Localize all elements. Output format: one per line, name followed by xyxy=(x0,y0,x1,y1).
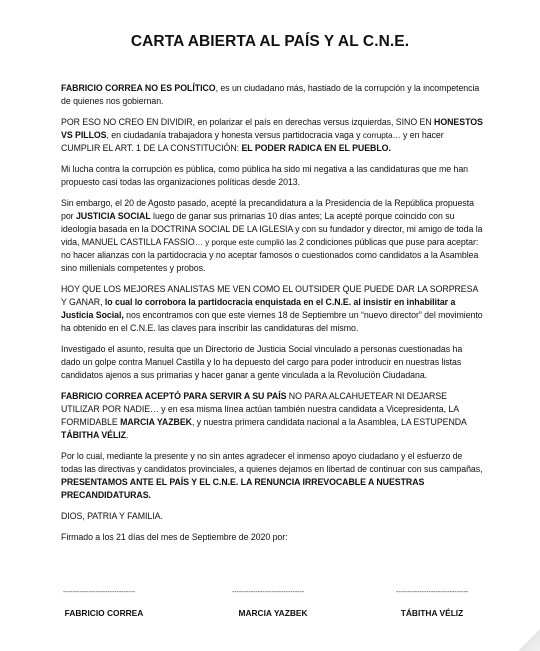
text: luego de ganar sus primarias 10 días antes; La acepté porque coincido con su ideología basada en la DOCTRINA SOCIAL DE LA IGLESIA y con su fundador y director, mi amigo de toda la vida, MANUEL CASTILLA FASSIO xyxy=(61,211,483,247)
text: , es un ciudadano más, hastiado de la corrupción y la incompetencia de quienes nos gobiernan. xyxy=(61,83,480,106)
bold-text: PRESENTAMOS ANTE EL PAÍS Y EL C.N.E. LA RENUNCIA IRREVOCABLE A NUESTRAS PRECANDIDATURAS. xyxy=(61,477,425,500)
paragraph-investigation xyxy=(61,343,483,382)
text: Firmado a los 21 días del mes de Septiembre de 2020 por: xyxy=(61,532,288,542)
signature-name-marcia: MARCIA YAZBEK xyxy=(238,608,308,618)
text: 2 condiciones públicas que puse para aceptar: no hacer alianzas con la partidocracia y no aceptar famosos o cuestionados como candidatos a la Asamblea sino millenials competentes y probos. xyxy=(61,237,479,273)
paragraph-division xyxy=(61,116,483,155)
signature-line-3: ------------------------------- xyxy=(396,589,469,596)
signature-name-tabitha: TÁBITHA VÉLIZ xyxy=(400,608,464,618)
text: nos encontramos con que este viernes 18 de Septiembre un “nuevo director” del movimiento ha obtenido en el C.N.E. las claves para inscribir las candidaturas del mismo. xyxy=(61,310,483,333)
bold-text: lo cual lo corrobora la partidocracia enquistada en el C.N.E. al insistir en inhabilitar a Justicia Social, xyxy=(61,297,456,320)
bold-text: EL PODER RADICA EN EL PUEBLO. xyxy=(241,143,391,153)
text: y en hacer CUMPLIR EL ART. 1 DE LA CONSTITUCIÓN: xyxy=(61,130,444,153)
paragraph-motto xyxy=(61,510,483,523)
small-text: corrupta… xyxy=(362,131,401,140)
paragraph-resignation xyxy=(61,450,483,502)
text: HOY QUE LOS MEJORES ANALISTAS ME VEN COMO EL OUTSIDER QUE PUEDE DAR LA SORPRESA Y GANAR, xyxy=(61,284,478,307)
bold-text: JUSTICIA SOCIAL xyxy=(75,211,151,221)
paragraph-signed-date xyxy=(61,531,483,544)
text: Mi lucha contra la corrupción es pública, como pública ha sido mi negativa a las candidaturas que me han propuesto casi todas las organizaciones políticas desde 2013. xyxy=(61,164,469,187)
text: NO PARA ALCAHUETEAR NI DEJARSE UTILIZAR POR NADIE… y en esa misma línea actúan también nuestra candidata a Vicepresidenta, LA FORMIDABLE xyxy=(61,391,459,427)
letter-body xyxy=(61,82,483,552)
text: POR ESO NO CREO EN DIVIDIR, en polarizar el país en derechas versus izquierdas, SINO EN xyxy=(61,117,435,127)
bold-text: FABRICIO CORREA ACEPTÓ PARA SERVIR A SU PAÍS xyxy=(61,391,287,401)
text: DIOS, PATRIA Y FAMILIA. xyxy=(61,511,163,521)
bold-text: MARCIA YAZBEK xyxy=(120,417,192,427)
text: , y nuestra primera candidata nacional a la Asamblea, LA ESTUPENDA xyxy=(191,417,467,427)
signature-name-fabricio: FABRICIO CORREA xyxy=(64,608,144,618)
paragraph-service xyxy=(61,390,483,442)
text: Por lo cual, mediante la presente y no sin antes agradecer el inmenso apoyo ciudadano y el esfuerzo de todas las directivas y candidatos provinciales, a quienes dejamos en libertad de continuar con sus campañas, xyxy=(61,451,483,474)
text: Sin embargo, el 20 de Agosto pasado, acepté la precandidatura a la Presidencia de la República propuesta por xyxy=(61,198,474,221)
signature-line-1: ------------------------------- xyxy=(63,589,136,596)
bold-text: FABRICIO CORREA NO ES POLÍTICO xyxy=(61,83,216,93)
signature-line-2: ------------------------------- xyxy=(232,589,305,596)
bold-text: HONESTOS VS PILLOS xyxy=(61,117,483,140)
paragraph-precandidacy xyxy=(61,197,483,275)
text: . xyxy=(126,430,129,440)
paragraph-intro xyxy=(61,82,483,108)
paragraph-corruption xyxy=(61,163,483,189)
page-curl-shadow xyxy=(518,629,540,651)
bold-text: TÁBITHA VÉLIZ xyxy=(61,430,126,440)
paragraph-outsider xyxy=(61,283,483,335)
letter-title: CARTA ABIERTA AL PAÍS Y AL C.N.E. xyxy=(130,33,410,50)
text: Investigado el asunto, resulta que un Directorio de Justicia Social vinculado a personas cuestionadas ha dado un golpe contra Manuel Castilla y lo ha depuesto del cargo para poder introducir en nuestras listas candidatos ajenos a sus primarias y hacer ganar a gente vinculada a la Revolución Ciudadana. xyxy=(61,344,463,380)
text: , en ciudadanía trabajadora y honesta versus partidocracia vaga y xyxy=(106,130,363,140)
small-text: … y porque este cumplió las xyxy=(194,238,297,247)
